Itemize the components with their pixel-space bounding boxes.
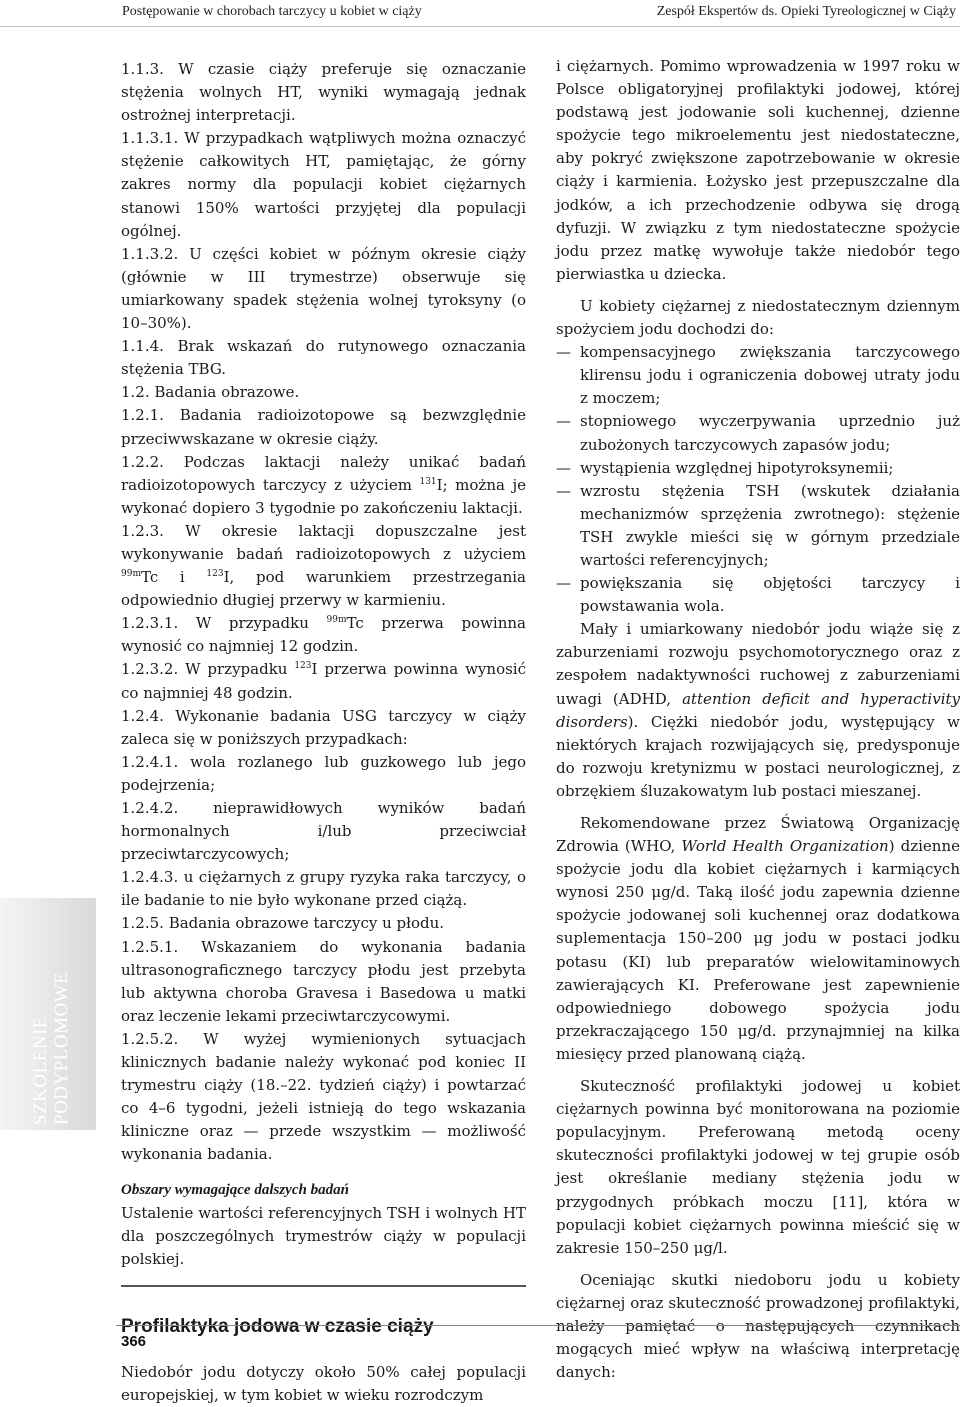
paragraph: 1.1.3.1. W przypadkach wątpliwych można oznaczyć stężenie całkowitych HT, pamiętając, że górny zakres normy dla populacji kobiet ciężarnych stanowi 150% wartości przyjętej dla populacji ogólnej. xyxy=(121,129,526,240)
paragraph: 1.2.5. Badania obrazowe tarczycy u płodu. xyxy=(121,914,445,933)
side-label xyxy=(30,972,72,1125)
side-label-line1: SZKOLENIE xyxy=(30,1016,51,1125)
research-box-title: Obszary wymagające dalszych badań xyxy=(121,1181,349,1198)
paragraph: Oceniając skutki niedoboru jodu u kobiety ciężarnej oraz skuteczność prowadzonej profilaktyki, należy pamiętać o następujących czynnikach mogących mieć wpływ na właściwą interpretację danych: xyxy=(556,1270,960,1382)
paragraph: 1.1.3. W czasie ciąży preferuje się oznaczanie stężenia wolnych HT, wyniki wymagają jednak ostrożnej interpretacji. xyxy=(121,60,526,125)
paragraph: Rekomendowane przez Światową Organizację Zdrowia (WHO, World Health Organization) dzienne spożycie jodu dla kobiet ciężarnych i karmiących wynosi 250 μg/d. Taką ilość jodu zapewnia dzienne spożycie jodowanej soli kuchennej oraz dodatkowa suplementacja 150–200 μg jodu w postaci jodku potasu (KI) lub preparatów wielowitaminowych zawierających KI. Preferowane jest zapewnienie odpowiedniego dobowego spożycia jodu przekraczającego 150 μg/d. przynajmniej na kilka miesięcy przed planowaną ciążą. xyxy=(556,814,960,1063)
paragraph: 1.2.1. Badania radioizotopowe są bezwzględnie przeciwwskazane w okresie ciąży. xyxy=(121,406,526,448)
paragraph: 1.2.5.1. Wskazaniem do wykonania badania ultrasonograficznego tarczycy płodu jest przebyta lub aktywna choroba Gravesa i Basedowa u matki oraz leczenie lekami przeciwtarczycowymi. xyxy=(121,937,526,1025)
paragraph: 1.2.4.3. u ciężarnych z grupy ryzyka raka tarczycy, o ile badanie to nie było wykonane przed ciążą. xyxy=(121,868,526,910)
paragraph: 1.1.3.2. U części kobiet w późnym okresie ciąży (głównie w III trymestrze) obserwuje się umiarkowany spadek stężenia wolnej tyroksyny (o 10–30%). xyxy=(121,244,526,333)
paragraph: 1.2.3.1. W przypadku $^{99m}$Tc przerwa powinna wynosić co najmniej 12 godzin. xyxy=(121,614,526,656)
paragraph: 1.2.4. Wykonanie badania USG tarczycy w ciąży zaleca się w poniższych przypadkach: xyxy=(121,706,526,748)
list-item: — wystąpienia względnej hipotyroksynemii; xyxy=(556,457,960,480)
paragraph: i ciężarnych. Pomimo wprowadzenia w 1997 roku w Polsce obligatoryjnej profilaktyki jodowej, której podstawą jest jodowanie soli kuchennej, dzienne spożycie tego mikroelementu jest niedostateczne, aby pokryć zwiększone zapotrzebowanie w okresie ciąży i karmienia. Łożysko jest przepuszczalne dla jodków, a ich przechodzenie odbywa się drogą dyfuzji. W związku z tym niedostateczne spożycie jodu przez matkę wywołuje także niedobór tego pierwiastka u dziecka. xyxy=(556,57,960,283)
header-title: Postępowanie w chorobach tarczycy u kobiet w ciąży xyxy=(122,4,422,19)
paragraph: 1.2.3. W okresie laktacji dopuszczalne jest wykonywanie badań radioizotopowych z użyciem $^{99m}$Tc i $^{123}$I, pod warunkiem przestrzegania odpowiednio długiej przerwy w karmieniu. xyxy=(121,521,526,610)
list-item: — stopniowego wyczerpywania uprzednio już zubożonych tarczycowych zapasów jodu; xyxy=(556,410,960,456)
paragraph: 1.1.4. Brak wskazań do rutynowego oznaczania stężenia TBG. xyxy=(121,337,526,379)
header-authors: Zespół Ekspertów ds. Opieki Tyreologicznej w Ciąży xyxy=(656,4,956,19)
dash-list xyxy=(556,341,960,618)
paragraph: Mały i umiarkowany niedobór jodu wiąże się z zaburzeniami rozwoju psychomotorycznego oraz z zespołem nadaktywności ruchowej z zaburzeniami uwagi (ADHD, attention deficit and hyperactivity disorders). Ciężki niedobór jodu, występujący w niektórych krajach rozwijających się, predysponuje do rozwoju kretynizmu w postaci neurologicznej, z obrzękiem śluzakowatym lub postaci mieszanej. xyxy=(556,620,960,800)
paragraph: 1.2.3.2. W przypadku $^{123}$I przerwa powinna wynosić co najmniej 48 godzin. xyxy=(121,660,526,702)
list-item: — kompensacyjnego zwiększania tarczycowego klirensu jodu i ograniczenia dobowej utraty jodu z moczem; xyxy=(556,341,960,410)
page-number: 366 xyxy=(121,1333,147,1350)
paragraph: U kobiety ciężarnej z niedostatecznym dziennym spożyciem jodu dochodzi do: xyxy=(556,296,960,339)
divider xyxy=(121,1285,526,1287)
side-label-line2: PODYPLOMOWE xyxy=(51,971,72,1125)
paragraph: 1.2.5.2. W wyżej wymienionych sytuacjach klinicznych badanie należy wykonać pod koniec II trymestru ciąży (18.–22. tydzień ciąży) i powtarzać co 4–6 tygodni, jeżeli istnieją do tego wskazania kliniczne oraz — przede wszystkim — możliwość wykonania badania. xyxy=(121,1029,526,1164)
paragraph: 1.2.4.2. nieprawidłowych wyników badań hormonalnych i/lub przeciwciał przeciwtarczycowych; xyxy=(121,799,526,864)
paragraph: Niedobór jodu dotyczy około 50% całej populacji europejskiej, w tym kobiet w wieku rozrodczym xyxy=(121,1362,526,1404)
research-box-text: Ustalenie wartości referencyjnych TSH i wolnych HT dla poszczególnych trymestrów ciąży w populacji polskiej. xyxy=(121,1203,526,1268)
list-item: — powiększania się objętości tarczycy i powstawania wola. xyxy=(556,572,960,618)
paragraph: 1.2. Badania obrazowe. xyxy=(121,383,300,402)
running-header xyxy=(0,0,960,27)
left-column xyxy=(121,58,526,1407)
paragraph: 1.2.4.1. wola rozlanego lub guzkowego lub jego podejrzenia; xyxy=(121,752,526,794)
list-item: — wzrostu stężenia TSH (wskutek działania mechanizmów sprzężenia zwrotnego): stężenie TSH zwykle mieści się w górnym przedziale wartości referencyjnych; xyxy=(556,480,960,572)
footer-rule xyxy=(116,1325,960,1326)
paragraph: Skuteczność profilaktyki jodowej u kobiet ciężarnych powinna być monitorowana na poziomie populacyjnym. Preferowaną metodą oceny skuteczności profilaktyki jodowej w tej grupie osób jest określanie mediany stężenia jodu w przygodnych próbkach moczu [11], która w populacji kobiet ciężarnych powinna mieścić się w zakresie 150–250 μg/l. xyxy=(556,1077,960,1257)
right-column xyxy=(556,55,960,1384)
paragraph: 1.2.2. Podczas laktacji należy unikać badań radioizotopowych tarczycy z użyciem $^{131}$I; można je wykonać dopiero 3 tygodnie po zakończeniu laktacji. xyxy=(121,452,526,517)
section-heading: Profilaktyka jodowa w czasie ciąży xyxy=(121,1315,434,1337)
